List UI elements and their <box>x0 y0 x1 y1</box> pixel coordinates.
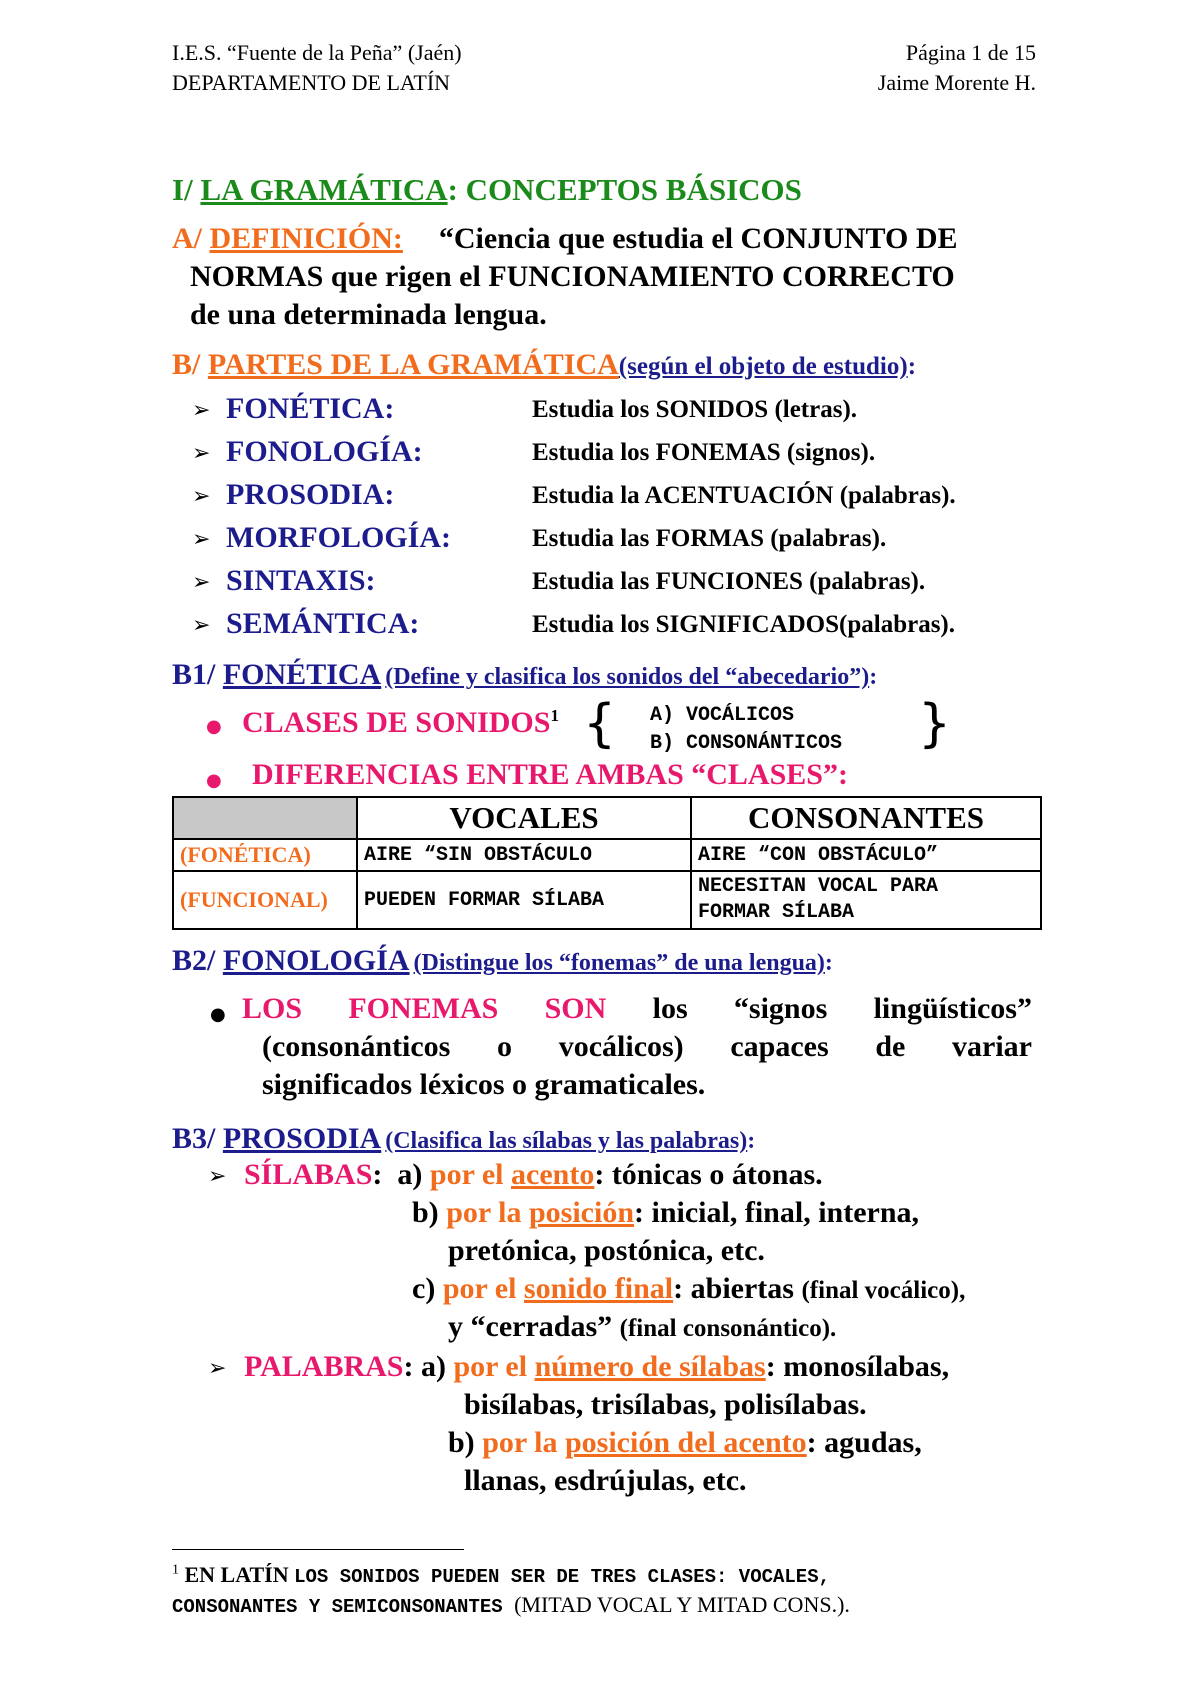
department-name: DEPARTAMENTO DE LATÍN <box>172 70 451 95</box>
silabas-b-rest: : inicial, final, interna, <box>634 1196 920 1229</box>
b2-word: FONEMAS <box>348 992 499 1025</box>
class-a: A) VOCÁLICOS <box>650 704 795 727</box>
arrow-bullet-icon: ➢ <box>192 570 211 595</box>
palabras-b-por: por la <box>482 1426 565 1459</box>
part-description: Estudia los SONIDOS (letras). <box>532 396 858 423</box>
part-name: FONOLOGÍA: <box>226 435 423 468</box>
silabas-b-letter: b) <box>412 1196 447 1229</box>
b2-line-3: significados léxicos o gramaticales. <box>262 1068 706 1101</box>
palabras-b-key: posición del acento <box>564 1426 807 1459</box>
bullet-dot-icon: ● <box>206 716 222 737</box>
b1-heading <box>172 658 877 692</box>
palabras-a-letter: : a) <box>403 1350 454 1383</box>
b2-word: “signos <box>733 992 828 1025</box>
title-underlined: LA GRAMÁTICA <box>200 172 448 207</box>
row-label-funcional: (FUNCIONAL) <box>173 871 357 929</box>
part-description: Estudia los SIGNIFICADOS(palabras). <box>532 611 956 638</box>
palabras-label: PALABRAS <box>244 1350 404 1383</box>
silabas-a-key: acento <box>511 1158 595 1191</box>
cell-vocales-fonetica: AIRE “SIN OBSTÁCULO <box>357 839 691 871</box>
definition-line-2: NORMAS que rigen el FUNCIONAMIENTO CORRECTO <box>190 260 955 293</box>
part-name: FONÉTICA: <box>226 392 395 425</box>
silabas-a-letter: a) <box>397 1158 430 1191</box>
bullet-dot-icon: ● <box>210 1004 226 1025</box>
palabras-line-b-cont: llanas, esdrújulas, etc. <box>464 1464 747 1497</box>
b2-word: lingüísticos” <box>873 992 1032 1025</box>
silabas-c-paren: (final vocálico), <box>801 1277 966 1304</box>
class-b: B) CONSONÁNTICOS <box>650 732 843 755</box>
silabas-label: SÍLABAS <box>244 1158 373 1191</box>
arrow-bullet-icon: ➢ <box>192 527 211 552</box>
classes-text: CLASES DE SONIDOS <box>242 706 551 739</box>
b2-colon: : <box>824 950 833 976</box>
silabas-line-c-cont <box>448 1310 836 1344</box>
page-number: Página 1 de 15 <box>905 40 1036 65</box>
b2-prefix: B2/ <box>172 944 223 977</box>
definition-line-1 <box>172 222 958 256</box>
b3-heading <box>172 1122 755 1156</box>
palabras-line-b <box>448 1426 922 1460</box>
b2-word: los <box>652 992 688 1025</box>
footnote-text-2b: (MITAD VOCAL Y MITAD CONS.). <box>514 1592 850 1617</box>
palabras-line-a-cont: bisílabas, trisílabas, polisílabas. <box>464 1388 867 1421</box>
b2-word: capaces <box>730 1030 829 1063</box>
parts-heading <box>172 348 916 382</box>
table-header-row <box>173 797 1041 839</box>
silabas-c-letter: c) <box>412 1272 443 1305</box>
arrow-bullet-icon: ➢ <box>208 1356 227 1381</box>
b1-label: FONÉTICA <box>222 658 382 691</box>
footnote-lead: EN LATÍN <box>179 1562 295 1587</box>
b2-label: FONOLOGÍA <box>222 944 410 977</box>
silabas-b-key: posición <box>528 1196 635 1229</box>
column-header-vocales: VOCALES <box>357 797 691 839</box>
definition-line-3: de una determinada lengua. <box>190 298 547 331</box>
b3-label: PROSODIA <box>222 1122 382 1155</box>
part-description: Estudia las FORMAS (palabras). <box>532 525 887 552</box>
arrow-bullet-icon: ➢ <box>192 398 211 423</box>
b2-word: variar <box>952 1030 1032 1063</box>
b3-prefix: B3/ <box>172 1122 223 1155</box>
silabas-line-a: SÍLABAS: a) por el acento: tónicas o átonas. <box>244 1158 823 1191</box>
parts-note: (según el objeto de estudio) <box>618 353 908 380</box>
palabras-a-por: por el <box>453 1350 535 1383</box>
school-name: I.E.S. “Fuente de la Peña” (Jaén) <box>172 40 462 65</box>
cell-vocales-funcional: PUEDEN FORMAR SÍLABA <box>357 871 691 929</box>
silabas-c-paren2: (final consonántico). <box>619 1315 837 1342</box>
silabas-c-rest: : abiertas <box>673 1272 802 1305</box>
silabas-c-key: sonido final <box>523 1272 674 1305</box>
part-description: Estudia las FUNCIONES (palabras). <box>532 568 926 595</box>
table-corner-cell <box>173 797 357 839</box>
part-description: Estudia la ACENTUACIÓN (palabras). <box>532 482 956 509</box>
arrow-bullet-icon: ➢ <box>192 441 211 466</box>
b1-prefix: B1/ <box>172 658 223 691</box>
parts-prefix: B/ <box>172 348 208 381</box>
page-title <box>172 172 802 208</box>
footnote-line-2 <box>172 1592 850 1618</box>
definition-label: DEFINICIÓN: <box>209 222 403 255</box>
b1-colon: : <box>869 664 878 690</box>
silabas-a-rest: : tónicas o átonas. <box>594 1158 823 1191</box>
arrow-bullet-icon: ➢ <box>192 484 211 509</box>
definition-text-1: “Ciencia que estudia el CONJUNTO DE <box>438 222 958 255</box>
silabas-c-por: por el <box>442 1272 524 1305</box>
right-brace-icon: } <box>918 694 952 754</box>
row-label-fonetica: (FONÉTICA) <box>173 839 357 871</box>
part-name: PROSODIA: <box>226 478 395 511</box>
cell-consonantes-fonetica: AIRE “CON OBSTÁCULO” <box>691 839 1041 871</box>
table-row <box>173 871 1041 929</box>
author-name: Jaime Morente H. <box>877 70 1036 95</box>
silabas-line-c <box>412 1272 965 1306</box>
footnote-ref: 1 <box>550 706 559 725</box>
b2-word: SON <box>544 992 607 1025</box>
silabas-a-por: por el <box>429 1158 512 1191</box>
silabas-line-b-cont: pretónica, postónica, etc. <box>448 1234 765 1267</box>
cell-consonantes-funcional <box>691 871 1041 929</box>
column-header-consonantes: CONSONANTES <box>691 797 1041 839</box>
b1-note: (Define y clasifica los sonidos del “abecedario”) <box>385 664 870 690</box>
palabras-b-rest: : agudas, <box>806 1426 922 1459</box>
b2-note: (Distingue los “fonemas” de una lengua) <box>413 950 825 976</box>
differences-table <box>172 796 1042 930</box>
b2-line-1 <box>242 992 1032 1026</box>
definition-prefix: A/ <box>172 222 210 255</box>
title-rest: : CONCEPTOS BÁSICOS <box>447 172 802 207</box>
b3-colon: : <box>747 1128 756 1154</box>
palabras-line-a <box>244 1350 949 1384</box>
footnote-line-1 <box>172 1562 830 1588</box>
left-brace-icon: { <box>583 694 617 754</box>
title-prefix: I/ <box>172 172 201 207</box>
footnote-text-2a: CONSONANTES Y SEMICONSONANTES <box>172 1596 515 1618</box>
palabras-a-key: número de sílabas <box>534 1350 766 1383</box>
parts-colon: : <box>907 353 917 380</box>
arrow-bullet-icon: ➢ <box>192 613 211 638</box>
silabas-c-cont: y “cerradas” <box>448 1310 620 1343</box>
part-name: SINTAXIS: <box>226 564 376 597</box>
arrow-bullet-icon: ➢ <box>208 1164 227 1189</box>
footnote-num: 1 <box>172 1562 179 1578</box>
parts-label: PARTES DE LA GRAMÁTICA <box>207 348 619 381</box>
cell-line-1: NECESITAN VOCAL PARA <box>698 875 939 898</box>
palabras-a-rest: : monosílabas, <box>765 1350 950 1383</box>
classes-label <box>242 706 559 740</box>
bullet-dot-icon: ● <box>206 770 222 791</box>
b2-word: (consonánticos <box>262 1030 451 1063</box>
differences-heading: DIFERENCIAS ENTRE AMBAS “CLASES”: <box>252 758 848 791</box>
b2-word: de <box>875 1030 906 1063</box>
b2-word: o <box>497 1030 513 1063</box>
part-name: MORFOLOGÍA: <box>226 521 451 554</box>
b2-line-2 <box>262 1030 1032 1064</box>
footnote-text-1: LOS SONIDOS PUEDEN SER DE TRES CLASES: VOCALES, <box>294 1566 831 1588</box>
footnote-separator <box>172 1549 464 1550</box>
b3-note: (Clasifica las sílabas y las palabras) <box>385 1128 748 1154</box>
silabas-line-b <box>412 1196 919 1230</box>
silabas-b-por: por la <box>446 1196 529 1229</box>
palabras-b-letter: b) <box>448 1426 483 1459</box>
b2-word: vocálicos) <box>558 1030 684 1063</box>
part-name: SEMÁNTICA: <box>226 607 420 640</box>
b2-heading <box>172 944 833 978</box>
part-description: Estudia los FONEMAS (signos). <box>532 439 876 466</box>
cell-line-2: FORMAR SÍLABA <box>698 901 855 924</box>
table-row <box>173 839 1041 871</box>
b2-word: LOS <box>242 992 303 1025</box>
